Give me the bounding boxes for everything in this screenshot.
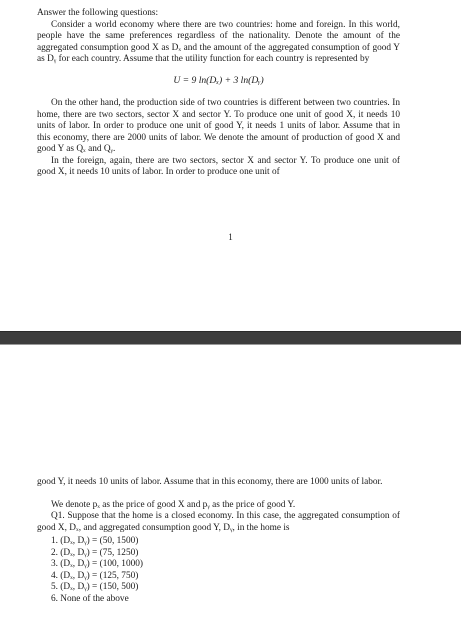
paragraph-preferences: Consider a world economy where there are two countries: home and foreign. In this world, people have the same preferences regardless of the nationality. Denote the amount of the aggregated consumption good X as Dₓ and the amount of the aggregated consumption of good Y as Dᵧ for each country. Assume that the utility function for each country is represented by bbox=[37, 19, 400, 64]
heading: Answer the following questions: bbox=[37, 8, 159, 18]
answer-options bbox=[51, 536, 400, 605]
answer-option[interactable]: 4. (Dₓ, Dᵧ) = (125, 750) bbox=[51, 570, 139, 581]
utility-equation: U = 9 ln(Dₓ) + 3 ln(Dᵧ) bbox=[173, 74, 264, 86]
paragraph-home-production: On the other hand, the production side of two countries is different between two countries. In home, there are two sectors, sector X and sector Y. To produce one unit of good X, it needs 10 units of labor. In order to produce one unit of good Y, it needs 1 units of labor. Assume that in this economy, there are 2000 units of labor. We denote the amount of production of good X and good Y as Qₓ and Qᵧ. bbox=[37, 98, 400, 154]
answer-option[interactable]: 1. (Dₓ, Dᵧ) = (50, 1500) bbox=[51, 536, 139, 546]
paragraph-foreign-labor: good Y, it needs 10 units of labor. Assume that in this economy, there are 1000 units of labor. bbox=[37, 477, 383, 487]
paragraph-prices: We denote pₓ as the price of good X and pᵧ as the price of good Y. bbox=[51, 499, 296, 510]
page-2-body bbox=[37, 477, 400, 605]
answer-option[interactable]: 2. (Dₓ, Dᵧ) = (75, 1250) bbox=[51, 547, 139, 558]
answer-option[interactable]: 3. (Dₓ, Dᵧ) = (100, 1000) bbox=[51, 559, 143, 569]
answer-option[interactable]: 5. (Dₓ, Dᵧ) = (150, 500) bbox=[51, 582, 139, 592]
page-separator bbox=[0, 331, 461, 345]
document-page-2 bbox=[0, 345, 461, 643]
question-q1: Q1. Suppose that the home is a closed economy. In this case, the aggregated consumption of good X, Dₓ, and aggregated consumption good Y, Dᵧ, in the home is bbox=[37, 511, 400, 533]
page-number: 1 bbox=[228, 232, 233, 242]
paragraph-foreign-production: In the foreign, again, there are two sectors, sector X and sector Y. To produce one unit of good X, it needs 10 units of labor. In order to produce one unit of bbox=[37, 155, 400, 177]
page-1-body bbox=[37, 8, 400, 179]
answer-option[interactable]: 6. None of the above bbox=[51, 593, 129, 604]
